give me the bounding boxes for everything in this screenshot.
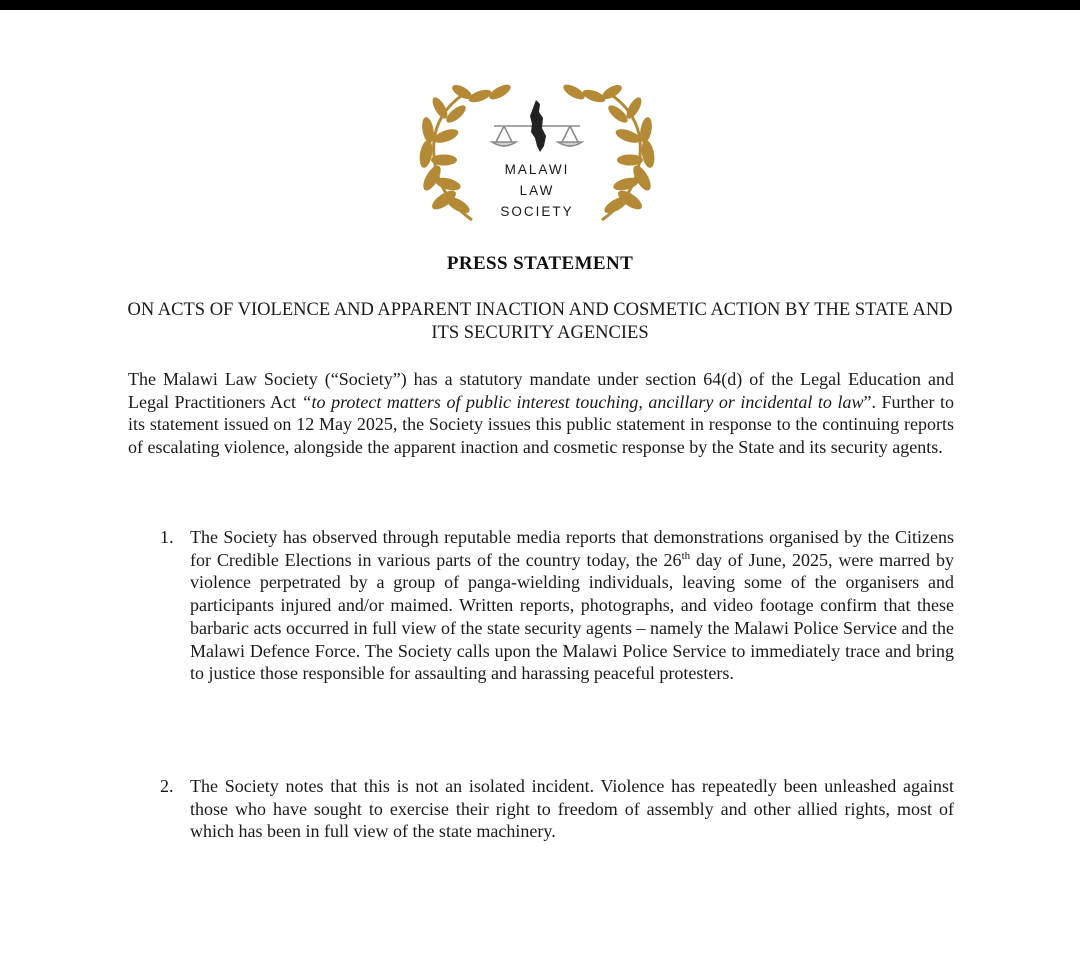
page-title: PRESS STATEMENT [446,253,634,274]
intro-text-end: ”. Further to its statement issued on 12 May 2025, the Society issues this public statement in response to the continuing reports of escalating violence, alongside the apparent inaction and cosmetic response by the State and its security agents. [128,391,954,458]
list-item-text-start: The Society has observed through reputable media reports that demonstrations organised by the Citizens for Credible Elections in various parts of the country today, the 26 [190,527,954,570]
top-bar [0,0,1080,10]
ordinal-suffix: th [681,549,691,562]
list-item-text: The Society notes that this is not an isolated incident. Violence has repeatedly been unleashed against those who have sought to exercise their right to freedom of assembly and other allied rights, most of which has been in full view of the state machinery. [190,776,954,842]
logo-line-law: LAW [519,183,555,198]
malawi-law-society-logo [412,80,662,228]
list-item-number: 2. [160,776,174,796]
intro-paragraph [128,368,954,459]
intro-quote: “to protect matters of public interest touching, ancillary or incidental to law [301,391,864,412]
logo-line-society: SOCIETY [500,204,574,219]
list-item [160,526,954,685]
list-item-text-end: day of June, 2025, were marred by violence perpetrated by a group of panga-wielding individuals, leaving some of the organisers and participants injured and/or maimed. Written reports, photographs, and video footage confirm that these barbaric acts occurred in full view of the state security agents – namely the Malawi Police Service and the Malawi Defence Force. The Society calls upon the Malawi Police Service to immediately trace and bring to justice those responsible for assaulting and harassing peaceful protesters. [190,549,954,684]
list-item [160,775,954,843]
list-item-number: 1. [160,527,174,547]
intro-text-start: The Malawi Law Society (“Society”) has a statutory mandate under section 64(d) of the Legal Education and Legal Practitioners Act [128,369,954,412]
statement-subtitle: ON ACTS OF VIOLENCE AND APPARENT INACTION AND COSMETIC ACTION BY THE STATE AND ITS SECURITY AGENCIES [127,300,953,343]
logo-line-malawi: MALAWI [504,162,570,177]
list-item-text [190,526,954,685]
